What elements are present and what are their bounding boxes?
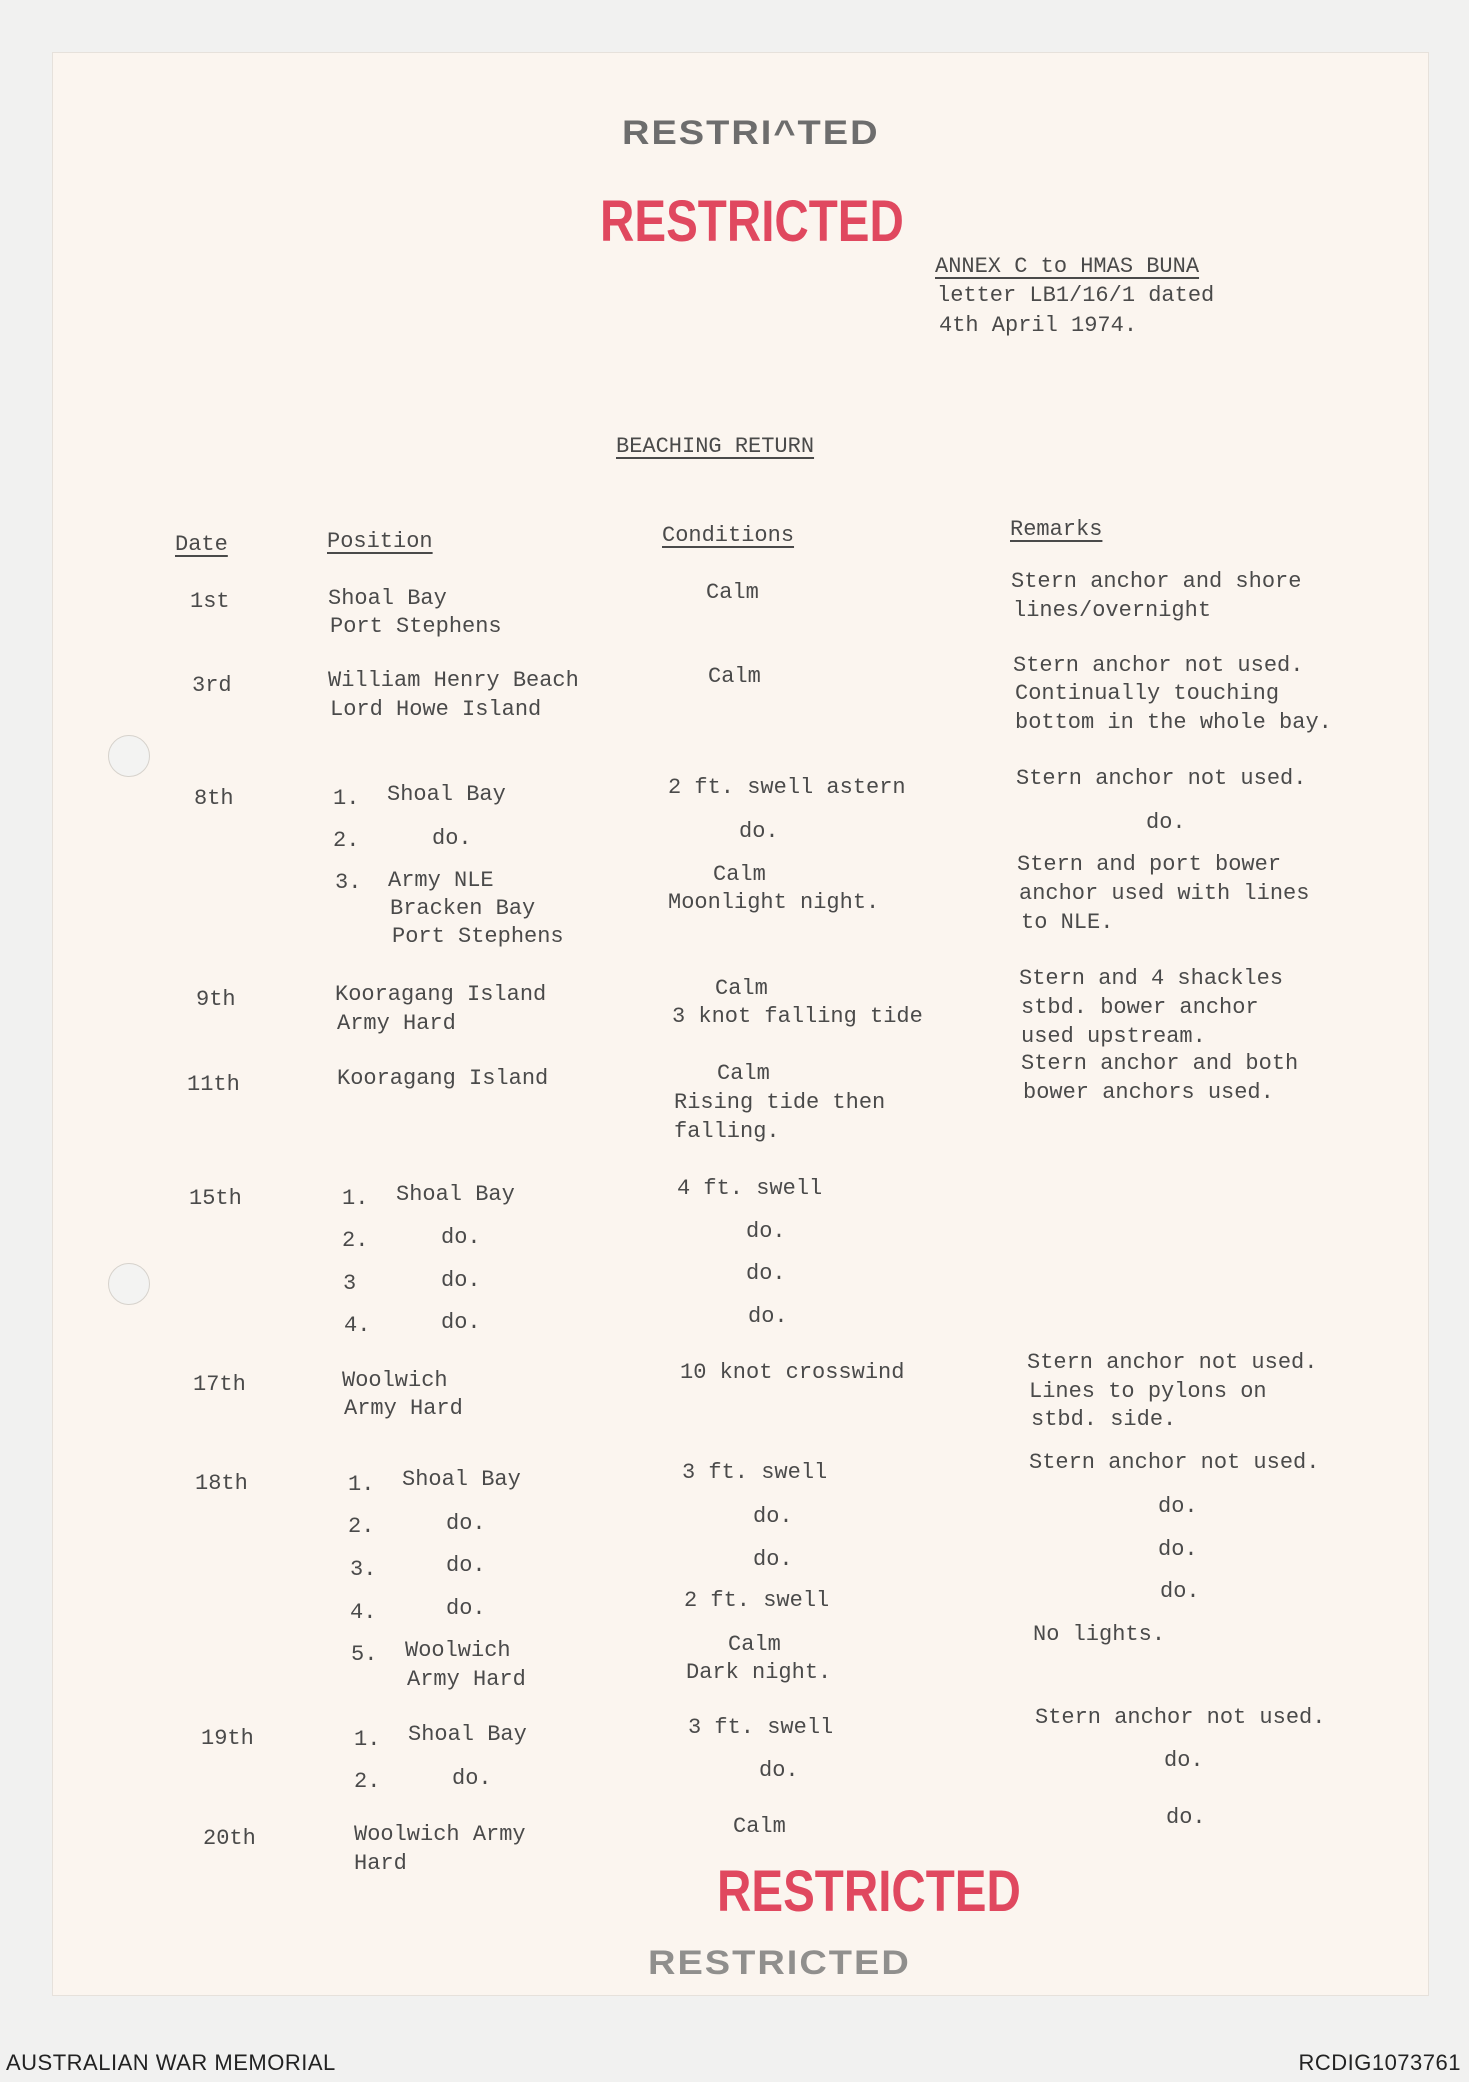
row-date: 15th [189, 1186, 242, 1211]
footer-archive-name: AUSTRALIAN WAR MEMORIAL [6, 2050, 336, 2075]
row-position-line: Army Hard [337, 1011, 456, 1036]
restricted-stamp-bottom-red: RESTRICTED [717, 1859, 1021, 1924]
row-conditions-line: 10 knot crosswind [680, 1360, 905, 1385]
row-position-line: do. [446, 1511, 486, 1536]
row-position-line: do. [446, 1553, 486, 1578]
row-conditions-line: Calm [728, 1632, 781, 1657]
item-number: 1. [342, 1186, 369, 1211]
row-remarks-line: do. [1164, 1748, 1204, 1773]
row-conditions-line: Rising tide then [674, 1090, 886, 1115]
header-date: Date [175, 532, 228, 557]
row-position-line: Kooragang Island [335, 982, 547, 1007]
row-date: 1st [190, 589, 230, 614]
row-position-line: Lord Howe Island [330, 697, 542, 722]
row-remarks-line: Stern anchor and both [1021, 1051, 1299, 1076]
row-conditions-line: do. [739, 819, 779, 844]
row-position-line: Hard [354, 1851, 407, 1876]
row-conditions-line: 3 ft. swell [682, 1460, 828, 1485]
header-remarks: Remarks [1010, 517, 1103, 542]
row-conditions-line: do. [759, 1758, 799, 1783]
row-remarks-line: Continually touching [1015, 681, 1280, 706]
row-remarks-line: Stern anchor and shore [1011, 569, 1302, 594]
row-remarks-line: Stern and port bower [1017, 852, 1282, 877]
row-date: 18th [195, 1471, 248, 1496]
annex-line-3: 4th April 1974. [939, 313, 1138, 338]
item-number: 1. [333, 786, 360, 811]
item-number: 5. [351, 1642, 378, 1667]
row-position-line: Bracken Bay [390, 896, 536, 921]
row-conditions-line: Calm [715, 976, 768, 1001]
row-conditions-line: 3 ft. swell [688, 1715, 834, 1740]
item-number: 2. [342, 1228, 369, 1253]
row-conditions-line: Dark night. [686, 1660, 832, 1685]
row-remarks-line: do. [1146, 810, 1186, 835]
row-position-line: Kooragang Island [337, 1066, 549, 1091]
document-title: BEACHING RETURN [616, 434, 815, 459]
item-number: 4. [350, 1600, 377, 1625]
punch-hole-top [108, 735, 150, 777]
punch-hole-bottom [108, 1263, 150, 1305]
row-conditions-line: Calm [713, 862, 766, 887]
header-position: Position [327, 529, 433, 554]
restricted-stamp-bottom-gray: RESTRICTED [648, 1944, 911, 1982]
row-remarks-line: Stern anchor not used. [1029, 1450, 1320, 1475]
row-remarks-line: Stern anchor not used. [1035, 1705, 1326, 1730]
row-position-line: Woolwich [342, 1368, 448, 1393]
row-remarks-line: do. [1160, 1579, 1200, 1604]
row-position-line: Shoal Bay [387, 782, 506, 807]
row-conditions-line: Calm [733, 1814, 786, 1839]
row-remarks-line: stbd. side. [1031, 1407, 1177, 1432]
row-remarks-line: Stern anchor not used. [1027, 1350, 1318, 1375]
item-number: 3 [343, 1271, 357, 1296]
row-date: 17th [193, 1372, 246, 1397]
row-conditions-line: do. [753, 1547, 793, 1572]
row-date: 3rd [192, 673, 232, 698]
row-remarks-line: No lights. [1033, 1622, 1166, 1647]
row-remarks-line: stbd. bower anchor [1021, 995, 1259, 1020]
row-position-line: do. [452, 1766, 492, 1791]
row-position-line: Port Stephens [330, 614, 502, 639]
row-conditions-line: 4 ft. swell [677, 1176, 823, 1201]
row-position-line: Woolwich Army [354, 1822, 526, 1847]
row-position-line: Shoal Bay [408, 1722, 527, 1747]
item-number: 3. [350, 1557, 377, 1582]
row-conditions-line: Moonlight night. [668, 890, 880, 915]
row-remarks-line: do. [1158, 1537, 1198, 1562]
item-number: 1. [348, 1472, 375, 1497]
restricted-stamp-top-gray: RESTRI^TED [622, 114, 880, 152]
header-conditions: Conditions [662, 523, 795, 548]
row-remarks-line: do. [1158, 1494, 1198, 1519]
row-position-line: Shoal Bay [396, 1182, 515, 1207]
row-remarks-line: anchor used with lines [1019, 881, 1310, 906]
row-remarks-line: do. [1166, 1805, 1206, 1830]
row-position-line: Army Hard [407, 1667, 526, 1692]
row-date: 9th [196, 987, 236, 1012]
row-conditions-line: do. [746, 1261, 786, 1286]
row-remarks-line: lines/overnight [1013, 598, 1212, 623]
row-conditions-line: 3 knot falling tide [672, 1004, 923, 1029]
restricted-stamp-top-red: RESTRICTED [600, 189, 904, 254]
row-position-line: Army NLE [388, 868, 494, 893]
row-conditions-line: Calm [708, 664, 761, 689]
row-conditions-line: do. [746, 1219, 786, 1244]
item-number: 2. [348, 1514, 375, 1539]
row-conditions-line: Calm [717, 1061, 770, 1086]
item-number: 1. [354, 1727, 381, 1752]
row-position-line: Shoal Bay [328, 586, 447, 611]
item-number: 3. [335, 870, 362, 895]
row-remarks-line: bower anchors used. [1023, 1080, 1274, 1105]
item-number: 2. [354, 1769, 381, 1794]
row-remarks-line: to NLE. [1021, 910, 1114, 935]
row-position-line: do. [432, 826, 472, 851]
row-remarks-line: used upstream. [1021, 1024, 1206, 1049]
row-date: 19th [201, 1726, 254, 1751]
row-conditions-line: do. [753, 1504, 793, 1529]
row-position-line: do. [441, 1310, 481, 1335]
row-remarks-line: Stern anchor not used. [1013, 653, 1304, 678]
row-date: 11th [187, 1072, 240, 1097]
row-position-line: Army Hard [344, 1396, 463, 1421]
row-position-line: do. [441, 1268, 481, 1293]
item-number: 2. [333, 828, 360, 853]
row-position-line: William Henry Beach [328, 668, 579, 693]
item-number: 4. [344, 1313, 371, 1338]
row-position-line: Shoal Bay [402, 1467, 521, 1492]
row-conditions-line: falling. [674, 1119, 780, 1144]
row-position-line: do. [446, 1596, 486, 1621]
row-remarks-line: Lines to pylons on [1029, 1379, 1267, 1404]
row-conditions-line: 2 ft. swell [684, 1588, 830, 1613]
row-date: 8th [194, 786, 234, 811]
annex-line-2: letter LB1/16/1 dated [937, 283, 1215, 308]
row-position-line: Woolwich [405, 1638, 511, 1663]
row-remarks-line: Stern and 4 shackles [1019, 966, 1284, 991]
annex-line-1: ANNEX C to HMAS BUNA [935, 254, 1200, 279]
row-conditions-line: do. [748, 1304, 788, 1329]
row-remarks-line: bottom in the whole bay. [1015, 710, 1332, 735]
footer-record-id: RCDIG1073761 [1298, 2050, 1461, 2075]
row-position-line: do. [441, 1225, 481, 1250]
row-conditions-line: Calm [706, 580, 759, 605]
row-position-line: Port Stephens [392, 924, 564, 949]
row-remarks-line: Stern anchor not used. [1016, 766, 1307, 791]
row-date: 20th [203, 1826, 256, 1851]
row-conditions-line: 2 ft. swell astern [668, 775, 906, 800]
